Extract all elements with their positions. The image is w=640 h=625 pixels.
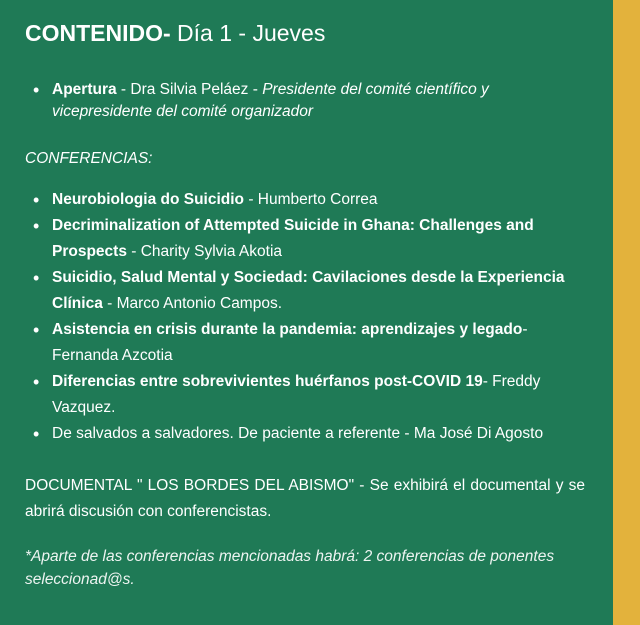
talk-item-5: [25, 369, 585, 421]
talk-speaker: - Freddy Vazquez.: [52, 373, 541, 416]
footnote: *Aparte de las conferencias mencionadas habrá: 2 conferencias de ponentes seleccionad@s.: [25, 548, 555, 588]
talk-speaker: - Humberto Correa: [244, 191, 378, 208]
talk-item-6: [25, 421, 585, 447]
talk-speaker: - Marco Antonio Campos.: [102, 295, 283, 312]
opening-label: Apertura: [52, 81, 117, 98]
talk-title: Suicidio, Salud Mental y Sociedad: Cavilaciones desde la Experiencia Clínica: [52, 269, 565, 312]
title-rest: Día 1 - Jueves: [170, 20, 326, 46]
talk-title: Diferencias entre sobrevivientes huérfanos post-COVID 19: [52, 373, 483, 390]
page-title: [25, 18, 585, 48]
talk-item-4: [25, 317, 585, 369]
accent-bar: [613, 0, 640, 625]
talk-speaker: - Charity Sylvia Akotia: [126, 243, 283, 260]
opening-list: [25, 79, 585, 123]
content-panel: [25, 0, 585, 607]
talk-speaker: De salvados a salvadores. De paciente a referente - Ma José Di Agosto: [52, 425, 544, 442]
title-bold: CONTENIDO-: [25, 20, 171, 46]
talk-item-3: [25, 265, 585, 317]
talk-item-1: [25, 187, 585, 213]
talk-speaker: - Fernanda Azcotia: [52, 321, 528, 364]
section-label: CONFERENCIAS:: [25, 150, 153, 167]
opening-speaker: - Dra Silvia Peláez -: [116, 81, 263, 98]
documentary-text: DOCUMENTAL " LOS BORDES DEL ABISMO" - Se exhibirá el documental y se abrirá discusión con conferencistas.: [25, 477, 585, 520]
opening-role: Presidente del comité científico y vicepresidente del comité organizador: [52, 81, 489, 120]
talk-title: Asistencia en crisis durante la pandemia: aprendizajes y legado: [52, 321, 523, 338]
talks-list: [25, 187, 585, 447]
talk-item-2: [25, 213, 585, 265]
talk-title: Neurobiologia do Suicidio: [52, 191, 245, 208]
talk-title: Decriminalization of Attempted Suicide in Ghana: Challenges and Prospects: [52, 217, 534, 260]
opening-item: [25, 79, 585, 123]
